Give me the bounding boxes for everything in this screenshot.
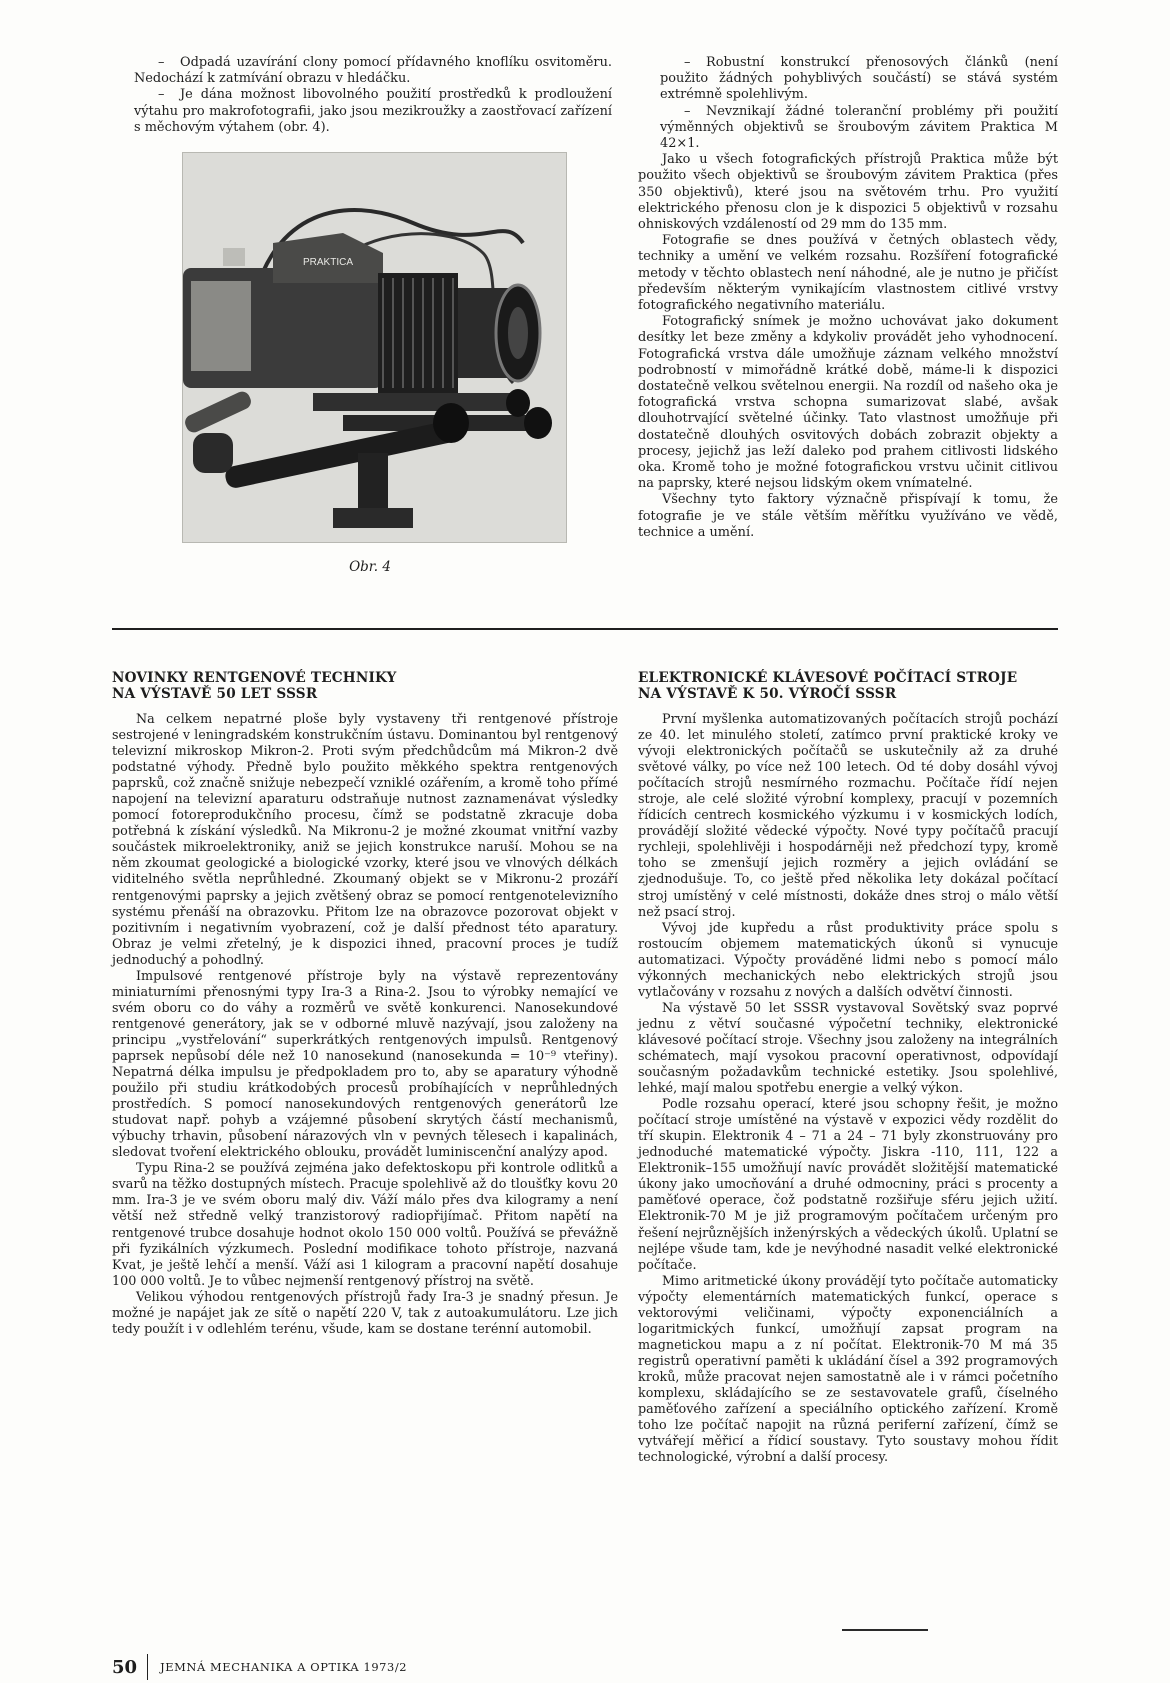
heading-line: NA VÝSTAVĚ 50 LET SSSR	[112, 686, 318, 702]
heading-line: NA VÝSTAVĚ K 50. VÝROČÍ SSSR	[638, 686, 897, 702]
figure-caption: Obr. 4	[349, 559, 391, 575]
paragraph: Velikou výhodou rentgenových přístrojů řady Ira-3 je snadný přesun. Je možné je napájet jak ze sítě o napětí 220 V, tak z autoakumulátoru. Lze jich tedy použít i v odlehlém terénu, všude, kam se dostane terénní automobil.	[112, 1289, 618, 1337]
bullet-item: – Odpadá uzavírání clony pomocí přídavného knoflíku osvitoměru. Nedochází k zatmívání obrazu v hledáčku.	[134, 55, 612, 87]
paragraph: Vývoj jde kupředu a růst produktivity práce spolu s rostoucím objemem matematických úkonů si vynucuje automatizaci. Výpočty prováděné lidmi nebo s pomocí málo výkonných mechanických nebo elektrických strojů jsou vytlačovány v rozsahu z nových a dalších odvětví činnosti.	[638, 920, 1058, 1000]
article-heading-xray	[112, 670, 532, 702]
journal-title: JEMNÁ MECHANIKA A OPTIKA 1973/2	[160, 1660, 408, 1674]
heading-line: NOVINKY RENTGENOVÉ TECHNIKY	[112, 670, 397, 686]
heading-line: ELEKTRONICKÉ KLÁVESOVÉ POČÍTACÍ STROJE	[638, 670, 1018, 686]
camera-illustration	[183, 153, 566, 542]
page-number: 50	[112, 1656, 138, 1678]
article-body-calculators	[638, 712, 1058, 1466]
article-heading-calculators	[638, 670, 1068, 702]
top-left-column	[112, 55, 612, 136]
page-footer	[112, 1654, 407, 1680]
paragraph: Všechny tyto faktory význačně přispívají k tomu, že fotografie je ve stále větším měřítku využíváno ve vědě, technice a umění.	[638, 492, 1058, 540]
footer-separator	[147, 1654, 148, 1680]
article-end-rule	[842, 1629, 928, 1631]
article-body-xray	[112, 712, 618, 1338]
paragraph: Na výstavě 50 let SSSR vystavoval Sovětský svaz poprvé jednu z větví současné výpočetní techniky, elektronické klávesové počítací stroje. Všechny jsou založeny na integrálních schématech, mají vysokou pracovní operativnost, odpovídají současným požadavkům technické estetiky. Jsou spolehlivé, lehké, mají malou spotřebu energie a velký výkon.	[638, 1000, 1058, 1097]
paragraph: Na celkem nepatrné ploše byly vystaveny tři rentgenové přístroje sestrojené v leningradském konstrukčním ústavu. Dominantou byl rentgenový televizní mikroskop Mikron-2. Proti svým předchůdcům má Mikron-2 dvě podstatné výhody. Předně bylo použito měkkého spektra rentgenových paprsků, což značně snižuje nebezpečí vzniklé ozářením, a kromě toho přímé napojení na televizní aparaturu odstraňuje nutnost zaznamenávat výsledky pomocí fotoreprodukčního procesu, čímž se podstatně zkracuje doba potřebná k získání výsledků. Na Mikronu-2 je možné zkoumat vnitřní vazby součástek mikroelektroniky, aniž se jejich konstrukce naruší. Mohou se na něm zkoumat geologické a biologické vzorky, které jsou ve vlnových délkách viditelného světla neprůhledné. Zkoumaný objekt se v Mikronu-2 prozáří rentgenovými paprsky a jejich zvětšený obraz se pomocí rentgenotelevizního systému přenáší na obrazovku. Přitom lze na obrazovce pozorovat objekt v pozitivním i negativním vyobrazení, což je další přednost této aparatury. Obraz je velmi zřetelný, je k dispozici ihned, pracovní proces je tudíž jednoduchý a pohodlný.	[112, 712, 618, 968]
bullet-item: – Robustní konstrukcí přenosových článků (není použito žádných pohyblivých součástí) se stává systém extrémně spolehlivým.	[660, 55, 1058, 103]
camera-photo	[182, 152, 567, 543]
top-right-column	[638, 55, 1058, 541]
bullet-item: – Nevznikají žádné toleranční problémy při použití výměnných objektivů se šroubovým závitem Praktica M 42×1.	[660, 103, 1058, 152]
paragraph: Mimo aritmetické úkony provádějí tyto počítače automaticky výpočty elementárních matematických funkcí, operace s vektorovými veličinami, výpočty exponenciálních a logaritmických funkcí, umožňují zapsat program na magnetickou mapu a z ní počítat. Elektronik-70 M má 35 registrů operativní paměti k ukládání čísel a 392 programových kroků, může pracovat nejen samostatně ale i v rámci početního komplexu, skládajícího se ze sestavovatele grafů, číselného paměťového zařízení a speciálního optického zařízení. Kromě toho lze počítač napojit na různá periferní zařízení, čímž se vytvářejí měřicí a řídicí soustavy. Tyto soustavy mohou řídit technologické, výrobní a další procesy.	[638, 1273, 1058, 1466]
bullet-text: Nevznikají žádné toleranční problémy při použití výměnných objektivů se šroubovým závitem Praktica M 42×1.	[660, 103, 1058, 152]
camera-brand-label: PRAKTICA	[303, 257, 354, 268]
paragraph: Typu Rina-2 se používá zejména jako defektoskopu při kontrole odlitků a svarů na těžko dostupných místech. Pracuje spolehlivě až do tloušťky kovu 20 mm. Ira-3 je ve svém oboru malý div. Váží málo přes dva kilogramy a není větší než středně velký tranzistorový radiopřijímač. Přitom napětí na rentgenové trubce dosahuje hodnot okolo 150 000 voltů. Používá se převážně při fyzikálních výzkumech. Poslední modifikace tohoto přístroje, nazvaná Kvat, je ještě lehčí a menší. Váží asi 1 kilogram a pracovní napětí dosahuje 100 000 voltů. Je to vůbec nejmenší rentgenový přístroj na světě.	[112, 1161, 618, 1289]
paragraph: Fotografický snímek je možno uchovávat jako dokument desítky let beze změny a kdykoliv provádět jeho vyhodnocení. Fotografická vrstva dále umožňuje záznam velkého množství podrobností v mimořádně krátké době, máme-li k dispozici dostatečně velkou světelnou energii. Na rozdíl od našeho oka je fotografická vrstva schopna sumarizovat slabé, avšak dlouhotrvající světelné účinky. Tato vlastnost umožňuje při dostatečně dlouhých osvitových dobách zobrazit objekty a procesy, jejichž jas leží daleko pod prahem citlivosti lidského oka. Kromě toho je možné fotografickou vrstvu učinit citlivou na paprsky, které nejsou lidským okem vnímatelné.	[638, 314, 1058, 492]
paragraph: Impulsové rentgenové přístroje byly na výstavě reprezentovány miniaturními přenosnými typy Ira-3 a Rina-2. Jsou to výrobky nemající ve svém oboru co do váhy a rozměrů ve světě konkurenci. Nanosekundové rentgenové generátory, jak se v odborné mluvě nazývají, jsou založeny na principu „vystřelování“ superkrátkých rentgenových impulsů. Rentgenový paprsek nepůsobí déle než 10 nanosekund (nanosekunda = 10⁻⁹ vteřiny). Nepatrná délka impulsu je předpokladem pro to, aby se aparatury výhodně použilo při studiu krátkodobých procesů probíhajících v neprůhledných prostředích. S pomocí nanosekundových rentgenových generátorů lze studovat např. pohyb a vzájemné působení skrytých částí mechanismů, výbuchy trhavin, působení nárazových vln v pevných tělesech i kapalinách, sledovat tvoření elektrického oblouku, provádět luminiscenční analýzy apod.	[112, 968, 618, 1161]
bullet-item: – Je dána možnost libovolného použití prostředků k prodloužení výtahu pro makrofotografii, jako jsou mezikroužky a zaostřovací zařízení s měchovým výtahem (obr. 4).	[134, 87, 612, 135]
paragraph: Podle rozsahu operací, které jsou schopny řešit, je možno počítací stroje umístěné na výstavě v expozici vědy rozdělit do tří skupin. Elektronik 4 – 71 a 24 – 71 byly zkonstruovány pro jednoduché matematické výpočty. Jiskra -110, 111, 122 a Elektronik–155 umožňují navíc provádět složitější matematické úkony jako umocňování a druhé odmocniny, práci s procenty a paměťové operace, čož podstatně rozšiřuje sféru jejich užití. Elektronik-70 M je již programovým počítačem určeným pro řešení nejrůznějších inženýrských a vědeckých úkolů. Uplatní se nejlépe všude tam, kde je nevýhodné nasadit velké elektronické počítače.	[638, 1097, 1058, 1273]
section-divider	[112, 628, 1058, 630]
bullet-text: Robustní konstrukcí přenosových článků (není použito žádných pohyblivých součástí) se stává systém extrémně spolehlivým.	[660, 55, 1058, 103]
paragraph: Fotografie se dnes používá v četných oblastech vědy, techniky a umění ve velkém rozsahu. Rozšíření fotografické metody v těchto oblastech není náhodné, ale je nutno je přičíst především některým vynikajícím vlastnostem citlivé vrstvy fotografického negativního materiálu.	[638, 233, 1058, 314]
paragraph: Jako u všech fotografických přístrojů Praktica může být použito všech objektivů se šroubovým závitem Praktica (přes 350 objektivů), které jsou na světovém trhu. Pro využití elektrického přenosu clon je k dispozici 5 objektivů v rozsahu ohniskových vzdáleností od 29 mm do 135 mm.	[638, 152, 1058, 233]
bullet-text: Je dána možnost libovolného použití prostředků k prodloužení výtahu pro makrofotografii, jako jsou mezikroužky a zaostřovací zařízení s měchovým výtahem (obr. 4).	[134, 87, 612, 135]
paragraph: První myšlenka automatizovaných počítacích strojů pochází ze 40. let minulého století, zatímco první praktické kroky ve vývoji elektronických počítačů se uskutečnily až za druhé světové války, po více než 100 letech. Od té doby dosáhl vývoj počítacích strojů nesmírného rozmachu. Počítače řídí nejen stroje, ale celé složité výrobní komplexy, pracují v pozemních řídicích centrech kosmického výzkumu i v kosmických lodích, provádějí složité vědecké výpočty. Nové typy počítačů pracují rychleji, spolehlivěji i hospodárněji než předchozí typy, kromě toho se zmenšují jejich rozměry a jejich ovládání se zjednodušuje. To, co ještě před několika lety dokázal počítací stroj umístěný v celé místnosti, dokáže dnes stroj o málo větší než psací stroj.	[638, 712, 1058, 920]
bullet-text: Odpadá uzavírání clony pomocí přídavného knoflíku osvitoměru. Nedochází k zatmívání obrazu v hledáčku.	[134, 55, 612, 87]
